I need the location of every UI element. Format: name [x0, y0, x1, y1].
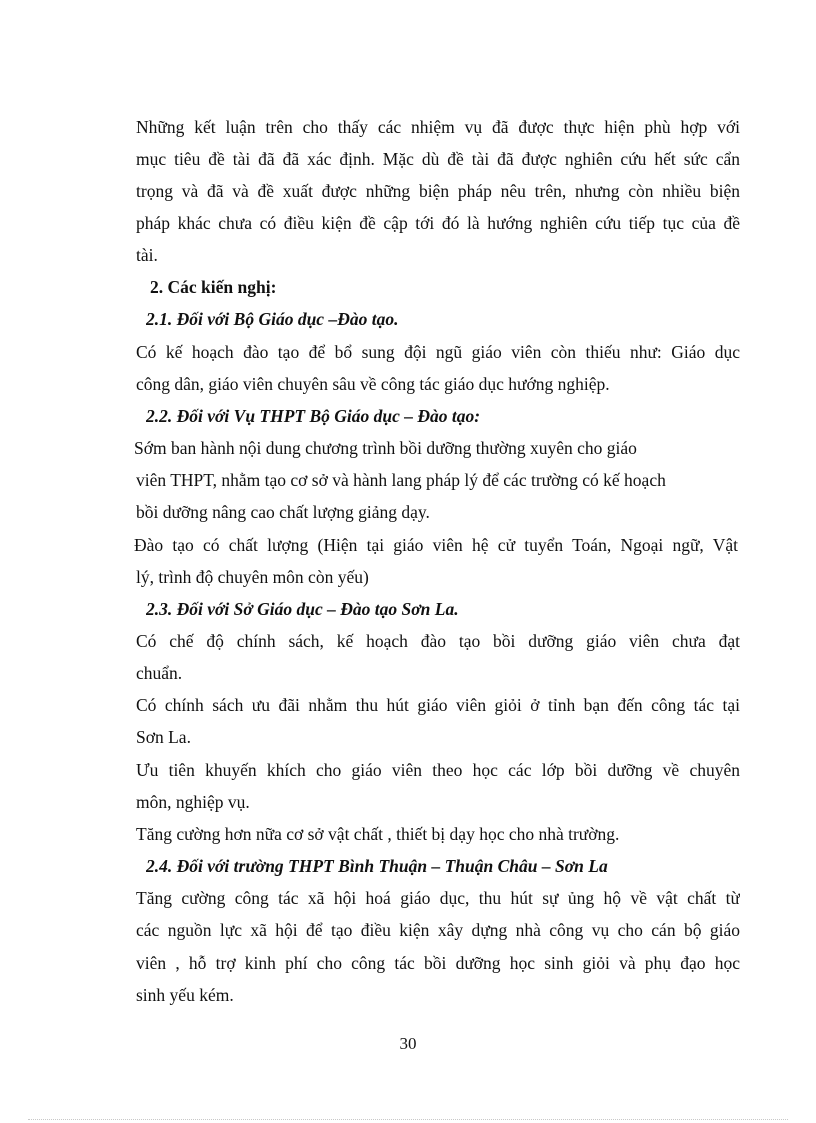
subsection-2-3-line-1: Có chế độ chính sách, kế hoạch đào tạo bồi dưỡng giáo viên chưa đạt	[136, 631, 740, 651]
subsection-2-4-heading: 2.4. Đối với trường THPT Bình Thuận – Thuận Châu – Sơn La	[146, 856, 608, 876]
subsection-2-4-line-2: các nguồn lực xã hội để tạo điều kiện xây dựng nhà công vụ cho cán bộ giáo	[136, 920, 740, 940]
subsection-2-3-heading: 2.3. Đối với Sở Giáo dục – Đào tạo Sơn La.	[146, 599, 459, 619]
subsection-2-3-line-3: Có chính sách ưu đãi nhằm thu hút giáo viên giỏi ở tỉnh bạn đến công tác tại	[136, 695, 740, 715]
subsection-2-3-line-4: Sơn La.	[136, 727, 191, 747]
conclusion-paragraph-line-2: mục tiêu đề tài đã đã xác định. Mặc dù đề tài đã được nghiên cứu hết sức cẩn	[136, 149, 740, 169]
subsection-2-3-line-6: môn, nghiệp vụ.	[136, 792, 250, 812]
subsection-2-3-line-5: Ưu tiên khuyến khích cho giáo viên theo học các lớp bồi dưỡng về chuyên	[136, 760, 740, 780]
conclusion-paragraph-line-1: Những kết luận trên cho thấy các nhiệm vụ đã được thực hiện phù hợp với	[136, 117, 740, 137]
subsection-2-4-line-3: viên , hỗ trợ kinh phí cho công tác bồi dưỡng học sinh giỏi và phụ đạo học	[136, 953, 740, 973]
subsection-2-2-line-4: Đào tạo có chất lượng (Hiện tại giáo viên hệ cử tuyển Toán, Ngoại ngữ, Vật	[134, 535, 738, 555]
subsection-2-4-line-4: sinh yếu kém.	[136, 985, 234, 1005]
subsection-2-2-line-5: lý, trình độ chuyên môn còn yếu)	[136, 567, 369, 587]
subsection-2-2-line-1: Sớm ban hành nội dung chương trình bồi dưỡng thường xuyên cho giáo	[134, 438, 637, 458]
subsection-2-2-line-2: viên THPT, nhằm tạo cơ sở và hành lang pháp lý để các trường có kế hoạch	[136, 470, 666, 490]
subsection-2-3-line-2: chuẩn.	[136, 663, 183, 683]
subsection-2-2-line-3: bồi dưỡng nâng cao chất lượng giảng dạy.	[136, 502, 430, 522]
subsection-2-1-heading: 2.1. Đối với Bộ Giáo dục –Đào tạo.	[146, 309, 399, 329]
conclusion-paragraph-line-3: trọng và đã và đề xuất được những biện pháp nêu trên, nhưng còn nhiều biện	[136, 181, 740, 201]
subsection-2-3-line-7: Tăng cường hơn nữa cơ sở vật chất , thiết bị dạy học cho nhà trường.	[136, 824, 620, 844]
recommendations-heading: 2. Các kiến nghị:	[150, 277, 277, 297]
subsection-2-1-line-2: công dân, giáo viên chuyên sâu về công tác giáo dục hướng nghiệp.	[136, 374, 610, 394]
page-number: 30	[399, 1034, 417, 1053]
subsection-2-2-heading: 2.2. Đối với Vụ THPT Bộ Giáo dục – Đào tạo:	[146, 406, 481, 426]
subsection-2-1-line-1: Có kế hoạch đào tạo để bổ sung đội ngũ giáo viên còn thiếu như: Giáo dục	[136, 342, 740, 362]
subsection-2-4-line-1: Tăng cường công tác xã hội hoá giáo dục, thu hút sự ủng hộ về vật chất từ	[136, 888, 740, 908]
conclusion-paragraph-line-4: pháp khác chưa có điều kiện đề cập tới đó là hướng nghiên cứu tiếp tục của đề	[136, 213, 740, 233]
conclusion-paragraph-line-5: tài.	[136, 245, 158, 265]
page-bottom-rule	[28, 1119, 788, 1120]
